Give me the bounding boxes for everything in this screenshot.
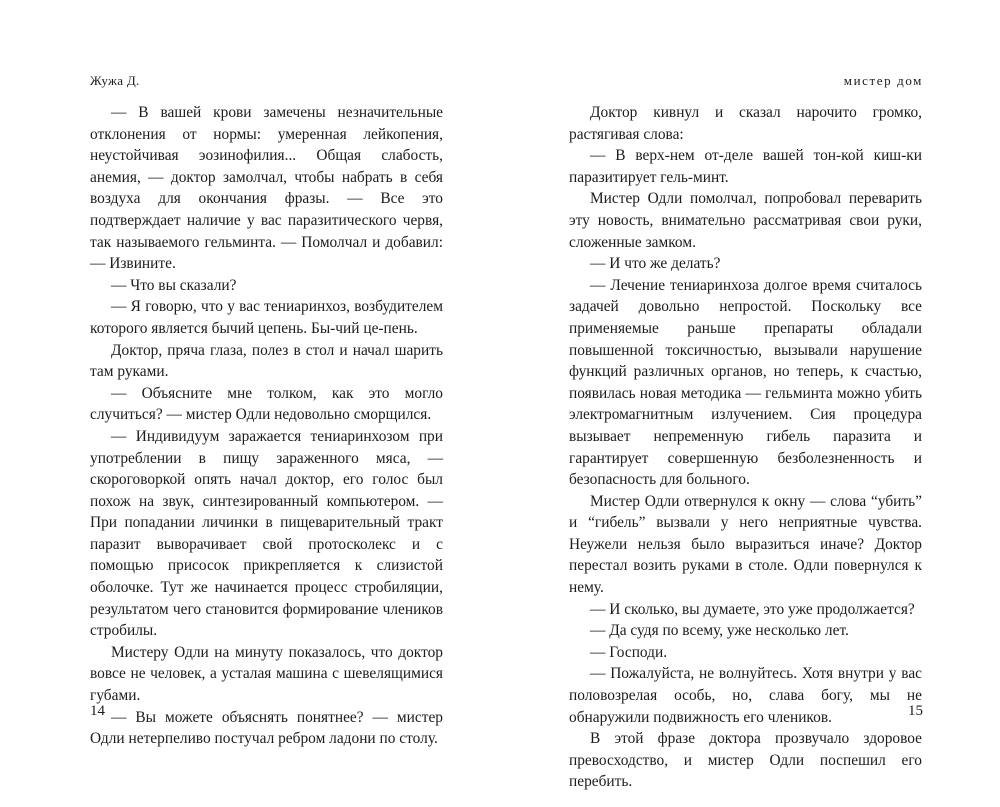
page-number: 14 [90,703,105,719]
paragraph: — Индивидуум заражается тениаринхозом при употреблении в пищу зараженного мяса, — скороговоркой опять начал доктор, его голос был похож на звук, синтезированный компьютером. — При попадании личинки в пищеварительный тракт паразит выворачивает свой протосколекс и с помощью присосок прикрепляется к слизистой оболочке. Тут же начинается процесс стробиляции, результатом чего становится формирование члеников стробилы. [90,427,443,640]
page-number: 15 [908,703,923,719]
paragraph: — Объясните мне толком, как это могло случиться? — мистер Одли недовольно сморщился. [90,384,443,424]
paragraph: Мистеру Одли на минуту показалось, что доктор вовсе не человек, а усталая машина с шевелящимися губами. [90,643,443,705]
paragraph: Мистер Одли помолчал, попробовал переварить эту новость, внимательно рассматривая свои руки, сложенные замком. [569,190,922,251]
paragraph: — Лечение тениаринхоза долгое время считалось задачей довольно непростой. Поскольку все применяемые раньше препараты обладали повышенной токсичностью, вызывали нарушение функций различных органов, но теперь, к счастью, появилась новая методика — гельминта можно убить электромагнитным излучением. Сия процедура вызывает непременную гибель паразита и гарантирует совершенную безболезненность и безопасность для больного. [569,276,922,489]
running-head-title: мистер дом [843,73,923,88]
paragraph: — В вашей крови замечены незначительные отклонения от нормы: умеренная лейкопения, неустойчивая эозинофилия... Общая слабость, анемия, — доктор замолчал, чтобы набрать в себя воздуха для окончания фразы. — Все это подтверждает наличие у вас паразитического червя, так называемого гельминта. — Помолчал и добавил: — Извините. [90,104,443,273]
paragraph: — И сколько, вы думаете, это уже продолжается? [590,600,915,618]
paragraph: — И что же делать? [590,255,721,273]
paragraph: В этой фразе доктора прозвучало здоровое превосходство, и мистер Одли поспешил его перебить. [569,730,922,791]
paragraph: — Господи. [590,643,668,661]
paragraph: — Вы можете объяснять понятнее? — мистер Одли нетерпеливо постучал ребром ладони по столу. [90,708,443,748]
running-head-author: Жужа Д. [90,73,140,88]
paragraph: — Пожалуйста, не волнуйтесь. Хотя внутри у вас половозрелая особь, но, слава богу, мы не обнаружили подвижность его члеников. [569,665,922,726]
paragraph: Мистер Одли отвернулся к окну — слова “убить” и “гибель” вызвали у него неприятные чувства. Неужели нельзя было выразиться иначе? Доктор перестал возить руками в столе. Одли повернулся к нему. [569,492,922,597]
paragraph: — Я говорю, что у вас тениаринхоз, возбудителем которого является бычий цепень. Бы-чий це-пень. [90,298,443,337]
paragraph: — В верх-нем от-деле вашей тон-кой киш-ки паразитирует гель-минт. [569,147,922,186]
paragraph: Доктор, пряча глаза, полез в стол и начал шарить там руками. [90,341,443,381]
left-page-text [90,102,443,750]
paragraph: Доктор кивнул и сказал нарочито громко, растягивая слова: [569,104,922,143]
paragraph: — Да судя по всему, уже несколько лет. [590,622,849,640]
paragraph: — Что вы сказали? [111,276,237,294]
right-page-text [569,102,922,793]
